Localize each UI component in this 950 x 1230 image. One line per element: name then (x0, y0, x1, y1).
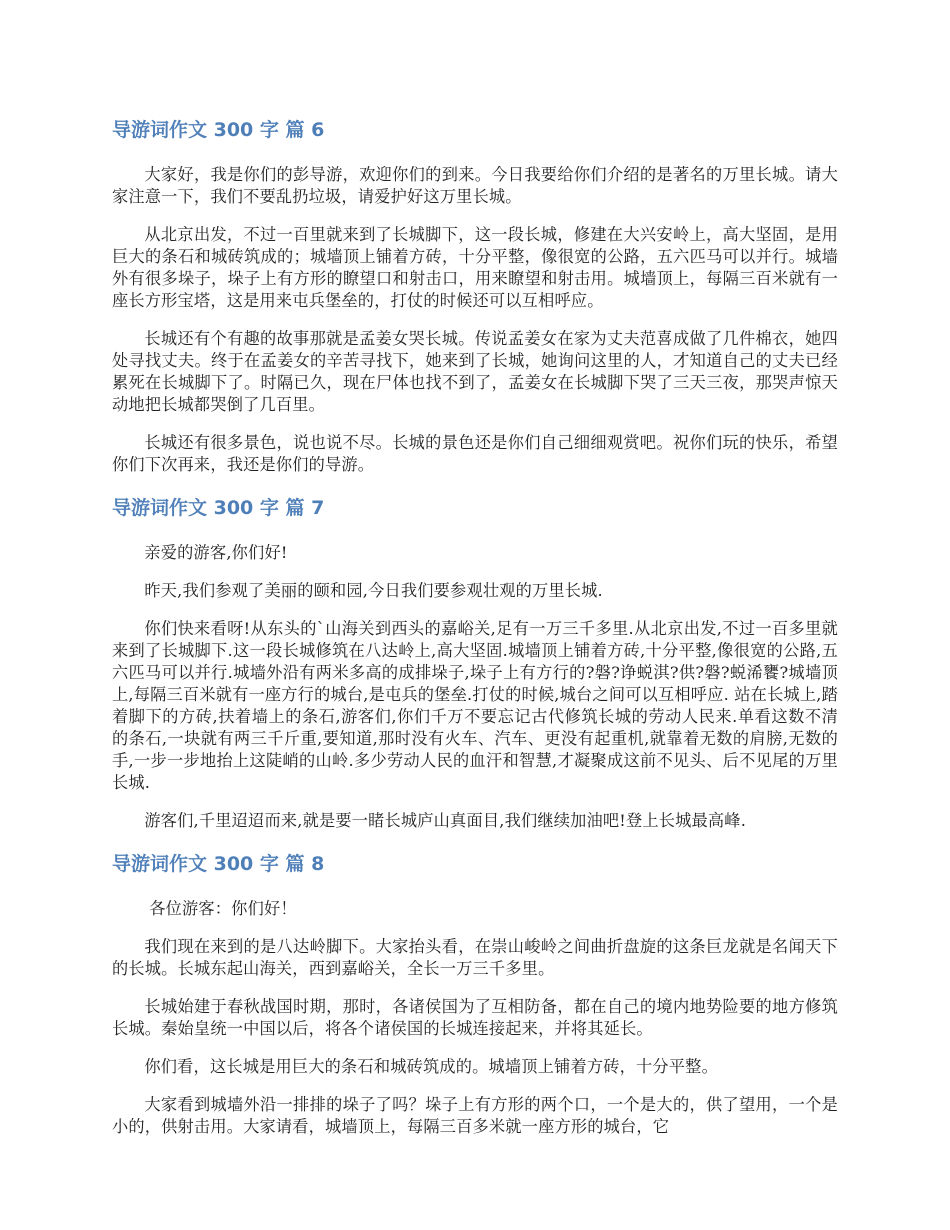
paragraph: 长城还有很多景色，说也说不尽。长城的景色还是你们自己细细观赏吧。祝你们玩的快乐，希望你们下次再来，我还是你们的导游。 (112, 433, 838, 474)
paragraph: 我们现在来到的是八达岭脚下。大家抬头看，在崇山峻岭之间曲折盘旋的这条巨龙就是名闻天下的长城。长城东起山海关，西到嘉峪关，全长一万三千多里。 (112, 937, 838, 978)
paragraph: 从北京出发，不过一百里就来到了长城脚下，这一段长城，修建在大兴安岭上，高大坚固，是用巨大的条石和城砖筑成的；城墙顶上铺着方砖，十分平整，像很宽的公路，五六匹马可以并行。城墙外有很多垛子，垛子上有方形的瞭望口和射击口，用来瞭望和射击用。城墙顶上，每隔三百米就有一座长方形宝塔，这是用来屯兵堡垒的，打仗的时候还可以互相呼应。 (112, 225, 838, 310)
section-title: 导游词作文 300 字 篇 7 (112, 497, 325, 519)
paragraph: 长城始建于春秋战国时期，那时，各诸侯国为了互相防备，都在自己的境内地势险要的地方修筑长城。秦始皇统一中国以后，将各个诸侯国的长城连接起来，并将其延长。 (112, 997, 838, 1038)
paragraph: 你们看，这长城是用巨大的条石和城砖筑成的。城墙顶上铺着方砖，十分平整。 (144, 1057, 718, 1076)
section-8 (112, 844, 838, 1138)
paragraph: 你们快来看呀!从东头的`山海关到西头的嘉峪关,足有一万三千多里.从北京出发,不过一百多里就来到了长城脚下.这一段长城修筑在八达岭上,高大坚固.城墙顶上铺着方砖,十分平整,像很宽的公路,五六匹马可以并行.城墙外沿有两米多高的成排垛子,垛子上有方行的?磐?诤蜕淇?供?磐?蜕浠饔?城墙顶上,每隔三百米就有一座方行的城台,是屯兵的堡垒.打仗的时候,城台之间可以互相呼应. 站在长城上,踏着脚下的方砖,扶着墙上的条石,游客们,你们千万不要忘记古代修筑长城的劳动人民来.单看这数不清的条石,一块就有两三千斤重,要知道,那时没有火车、汽车、更没有起重机,就靠着无数的肩膀,无数的手,一步一步地抬上这陡峭的山岭.多少劳动人民的血汗和智慧,才凝聚成这前不见头、后不见尾的万里长城. (112, 619, 838, 792)
paragraph: 昨天,我们参观了美丽的颐和园,今日我们要参观壮观的万里长城. (144, 581, 603, 600)
section-title: 导游词作文 300 字 篇 8 (112, 853, 325, 875)
paragraph: 大家看到城墙外沿一排排的垛子了吗？垛子上有方形的两个口，一个是大的，供了望用，一个是小的，供射击用。大家请看，城墙顶上，每隔三百多米就一座方形的城台，它 (112, 1095, 838, 1136)
section-6 (112, 110, 838, 476)
paragraph: 各位游客：你们好！ (149, 899, 297, 918)
paragraph: 长城还有个有趣的故事那就是孟姜女哭长城。传说孟姜女在家为丈夫范喜成做了几件棉衣，她四处寻找丈夫。终于在孟姜女的辛苦寻找下，她来到了长城，她询问这里的人，才知道自己的丈夫已经累死在长城脚下了。时隔已久，现在尸体也找不到了，孟姜女在长城脚下哭了三天三夜，那哭声惊天动地把长城都哭倒了几百里。 (112, 329, 838, 414)
paragraph: 大家好，我是你们的彭导游，欢迎你们的到来。今日我要给你们介绍的是著名的万里长城。请大家注意一下，我们不要乱扔垃圾，请爱护好这万里长城。 (112, 165, 838, 206)
paragraph: 游客们,千里迢迢而来,就是要一睹长城庐山真面目,我们继续加油吧!登上长城最高峰. (144, 811, 747, 830)
paragraph: 亲爱的游客,你们好! (144, 543, 288, 562)
section-7 (112, 488, 838, 832)
section-title: 导游词作文 300 字 篇 6 (112, 119, 325, 141)
